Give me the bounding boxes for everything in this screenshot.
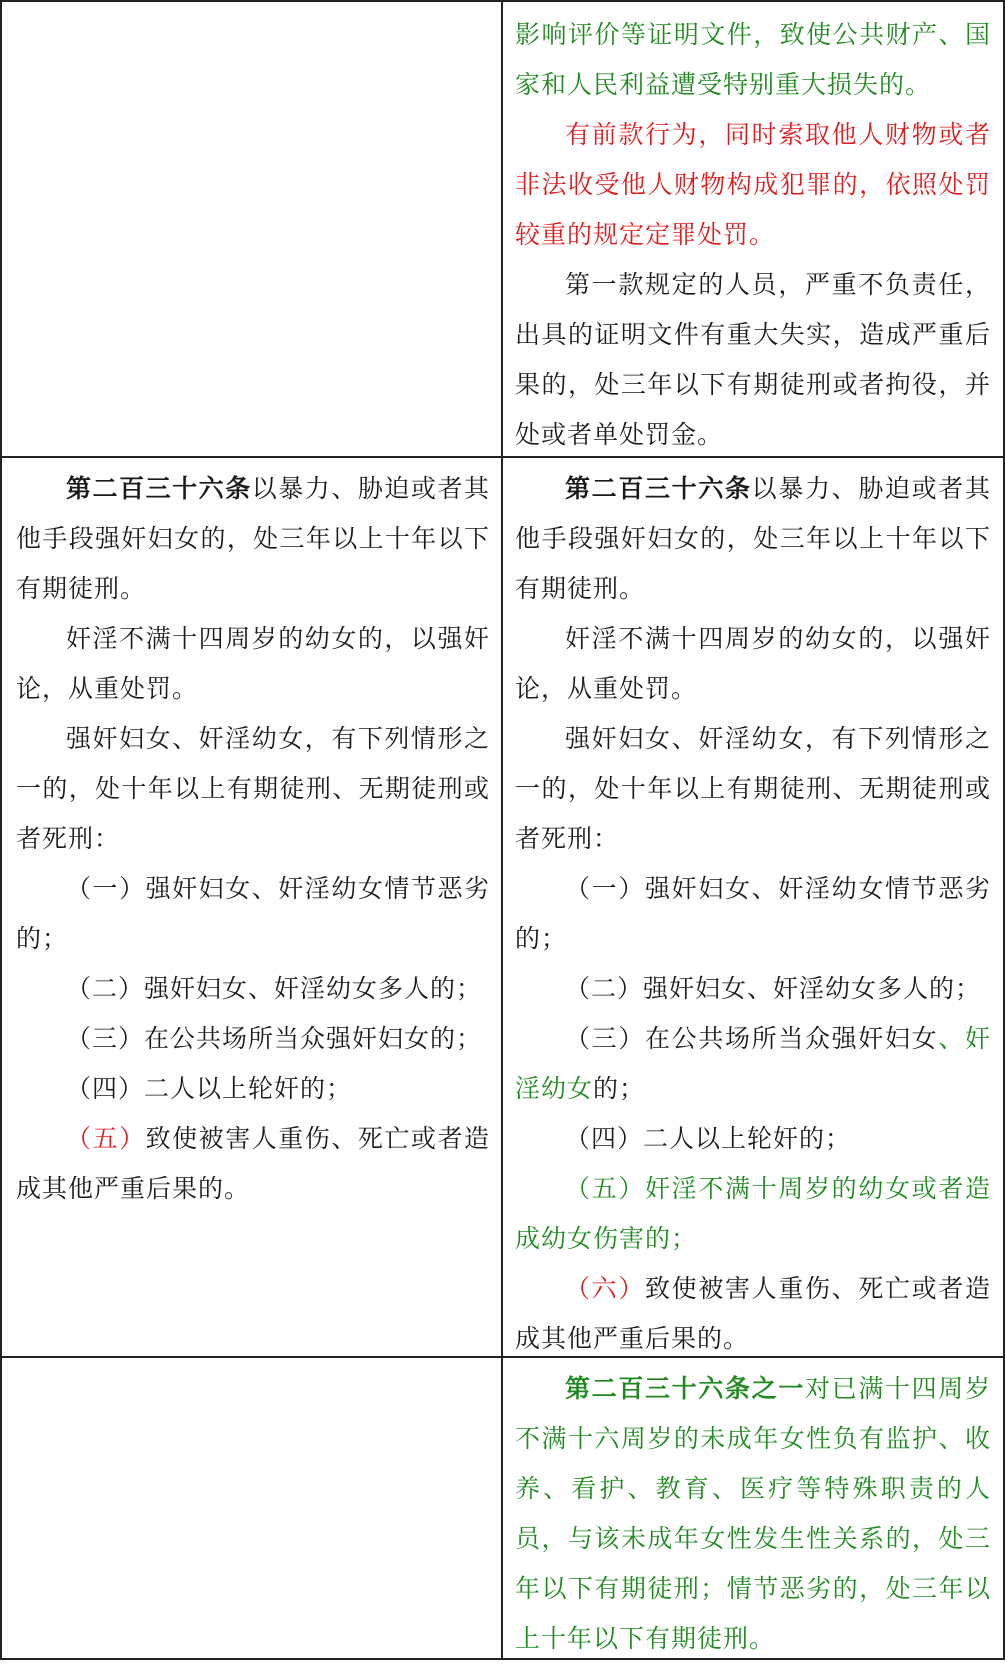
article-text: 以暴力、胁迫或者其他手段强奸妇女的，处三年以上十年以下有期徒刑。 [16, 474, 490, 603]
new-item-6 [515, 1264, 991, 1364]
old-item-5-text: 致使被害人重伤、死亡或者造成其他严重后果的。 [16, 1124, 490, 1203]
article-236-1 [515, 1364, 991, 1664]
old-item-5-number: （五） [66, 1124, 146, 1153]
row3-right-cell [515, 1364, 991, 1664]
article-236-old-p3: 强奸妇女、奸淫幼女，有下列情形之一的，处十年以上有期徒刑、无期徒刑或者死刑： [16, 724, 490, 853]
row2-left-cell [16, 464, 490, 1214]
article-236-old-p1 [16, 464, 490, 614]
old-item-1: （一）强奸妇女、奸淫幼女情节恶劣的； [16, 874, 490, 953]
table-border-left [0, 0, 2, 1660]
article-236-new-p2: 奸淫不满十四周岁的幼女的，以强奸论，从重处罚。 [515, 624, 991, 703]
new-article-title: 第二百三十六条之一 [565, 1374, 805, 1403]
new-item-6-text: 致使被害人重伤、死亡或者造成其他严重后果的。 [515, 1274, 991, 1353]
new-item-1: （一）强奸妇女、奸淫幼女情节恶劣的； [515, 874, 991, 953]
article-236-new-p1 [515, 464, 991, 614]
new-article-text: 对已满十四周岁不满十六周岁的未成年女性负有监护、收养、看护、教育、医疗等特殊职责的人员，与该未成年女性发生性关系的，处三年以下有期徒刑；情节恶劣的，处三年以上十年以下有期徒刑。 [515, 1374, 991, 1653]
article-text: 以暴力、胁迫或者其他手段强奸妇女的，处三年以上十年以下有期徒刑。 [515, 474, 991, 603]
old-item-4: （四）二人以上轮奸的； [66, 1074, 353, 1103]
new-item-3 [515, 1014, 991, 1114]
row1-right-cell [515, 10, 991, 460]
article-236-new-p3: 强奸妇女、奸淫幼女，有下列情形之一的，处十年以上有期徒刑、无期徒刑或者死刑： [515, 724, 991, 853]
article-236-old-p2: 奸淫不满十四周岁的幼女的，以强奸论，从重处罚。 [16, 624, 490, 703]
row2-right-cell [515, 464, 991, 1364]
row1-changed-text: 有前款行为，同时索取他人财物或者非法收受他人财物构成犯罪的，依照处罚较重的规定定罪处罚。 [515, 120, 991, 249]
article-title: 第二百三十六条 [565, 474, 752, 503]
old-item-5 [16, 1114, 490, 1214]
new-item-3-added: 、奸淫幼女 [515, 1024, 991, 1103]
new-item-5-added: （五）奸淫不满十周岁的幼女或者造成幼女伤害的； [515, 1174, 991, 1253]
column-divider [501, 0, 503, 1660]
old-item-2: （二）强奸妇女、奸淫幼女多人的； [66, 974, 483, 1003]
new-item-6-number: （六） [565, 1274, 645, 1303]
row1-paragraph: 第一款规定的人员，严重不负责任，出具的证明文件有重大失实，造成严重后果的，处三年以下有期徒刑或者拘役，并处或者单处罚金。 [515, 270, 991, 449]
new-item-3-end: 的； [593, 1074, 646, 1103]
row1-added-text: 影响评价等证明文件，致使公共财产、国家和人民利益遭受特别重大损失的。 [515, 20, 991, 99]
new-item-4: （四）二人以上轮奸的； [565, 1124, 852, 1153]
new-item-3-text: （三）在公共场所当众强奸妇女 [565, 1024, 939, 1053]
article-title: 第二百三十六条 [66, 474, 252, 503]
old-item-3: （三）在公共场所当众强奸妇女的； [66, 1024, 483, 1053]
new-item-2: （二）强奸妇女、奸淫幼女多人的； [565, 974, 982, 1003]
